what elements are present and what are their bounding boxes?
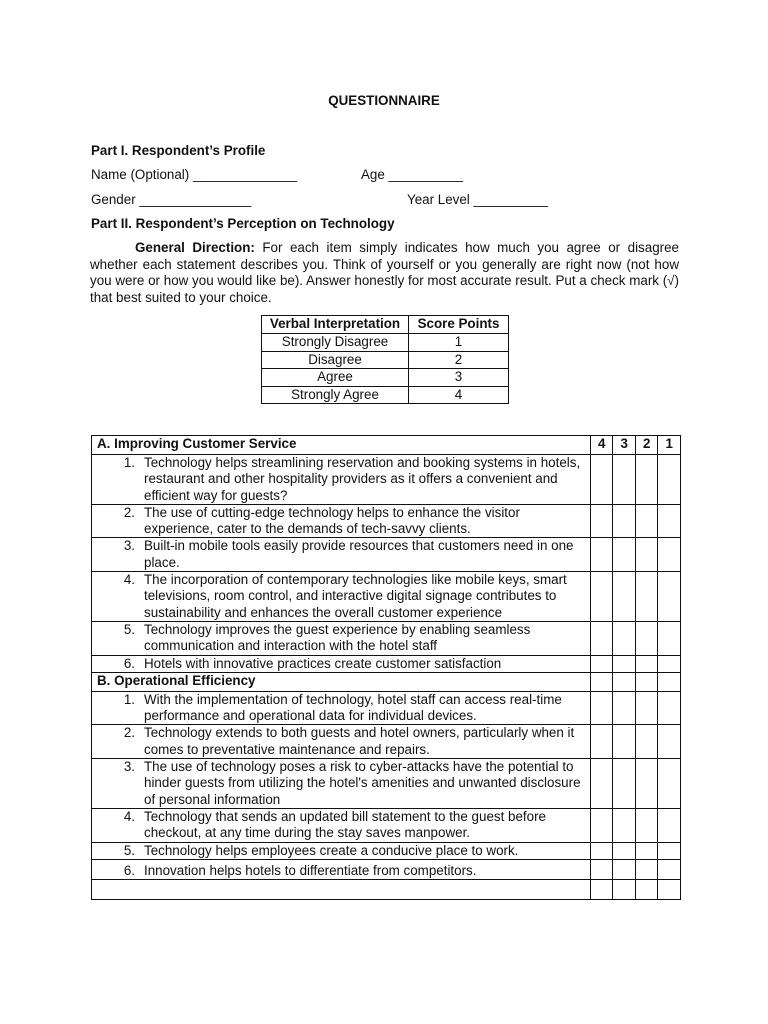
rate-4-cell[interactable] <box>591 691 613 725</box>
score-scale-table <box>261 315 509 404</box>
question-number: 5. <box>123 842 135 858</box>
name-field[interactable]: Name (Optional) ______________ <box>91 167 298 182</box>
question-number: 2. <box>123 725 135 741</box>
blank-cell[interactable] <box>635 880 657 900</box>
section-title: A. Improving Customer Service <box>92 436 591 455</box>
question-text: Technology improves the guest experience by enabling seamless communication and interaction with the hotel staff <box>144 621 531 654</box>
verbal-interpretation-cell: Agree <box>262 369 409 387</box>
question-cell <box>92 808 591 842</box>
rate-4-cell[interactable] <box>591 504 613 538</box>
rate-3-cell[interactable] <box>613 655 635 672</box>
question-text: Technology helps streamlining reservation and booking systems in hotels, restaurant and other hospitality providers as it offers a convenient and efficient way for guests? <box>144 455 581 503</box>
rate-3-cell[interactable] <box>613 455 635 505</box>
question-cell <box>92 725 591 759</box>
blank-cell <box>92 880 591 900</box>
question-number: 4. <box>123 572 135 588</box>
question-text: The use of cutting-edge technology helps to enhance the visitor experience, cater to the demands of tech-savvy clients. <box>144 504 520 537</box>
question-number: 2. <box>123 504 135 520</box>
question-number: 6. <box>123 655 135 671</box>
question-cell <box>92 504 591 538</box>
question-number: 3. <box>123 538 135 554</box>
rate-1-cell[interactable] <box>658 655 681 672</box>
question-text: Technology that sends an updated bill statement to the guest before checkout, at any time during the stay saves manpower. <box>144 808 546 841</box>
question-row <box>92 759 681 809</box>
section-title: B. Operational Efficiency <box>92 672 591 691</box>
question-cell <box>92 621 591 655</box>
question-row <box>92 842 681 859</box>
rating-table <box>91 435 681 900</box>
question-cell <box>92 691 591 725</box>
rate-4-cell[interactable] <box>591 859 613 879</box>
rate-3-cell[interactable] <box>613 859 635 879</box>
rate-1-cell[interactable] <box>658 691 681 725</box>
rate-2-cell[interactable] <box>635 621 657 655</box>
rate-3-cell[interactable] <box>613 842 635 859</box>
rating-header-blank <box>613 672 635 691</box>
verbal-interpretation-cell: Disagree <box>262 351 409 369</box>
score-point-cell: 3 <box>409 369 509 387</box>
rate-1-cell[interactable] <box>658 572 681 622</box>
question-text: Innovation helps hotels to differentiate from competitors. <box>144 862 477 878</box>
question-cell <box>92 859 591 879</box>
general-direction <box>90 240 679 306</box>
question-text: Built-in mobile tools easily provide resources that customers need in one place. <box>144 538 574 570</box>
question-text: Technology extends to both guests and hotel owners, particularly when it comes to preventative maintenance and repairs. <box>144 725 575 757</box>
question-text: Technology helps employees create a conducive place to work. <box>144 842 519 858</box>
question-row <box>92 859 681 879</box>
rate-1-cell[interactable] <box>658 842 681 859</box>
question-row <box>92 538 681 572</box>
rate-2-cell[interactable] <box>635 759 657 809</box>
rate-4-cell[interactable] <box>591 538 613 572</box>
question-number: 1. <box>123 455 135 470</box>
rate-4-cell[interactable] <box>591 725 613 759</box>
blank-cell[interactable] <box>613 880 635 900</box>
rate-2-cell[interactable] <box>635 455 657 505</box>
rate-1-cell[interactable] <box>658 538 681 572</box>
section-header-row <box>92 672 681 691</box>
rate-1-cell[interactable] <box>658 621 681 655</box>
direction-text: For each item simply indicates how much you agree or disagree whether each statement describes you. Think of yourself or you generally are right now (not how you were or how you would like be). Answer honestly for most accurate result. Put a check mark (√) that best suited to your choice. <box>90 240 679 305</box>
rating-header-4: 4 <box>591 436 613 455</box>
question-number: 4. <box>123 808 135 824</box>
question-row <box>92 621 681 655</box>
part2-heading: Part II. Respondent’s Perception on Technology <box>91 216 395 231</box>
rating-header-blank <box>658 672 681 691</box>
age-field[interactable]: Age __________ <box>361 167 464 182</box>
gender-field[interactable]: Gender _______________ <box>91 192 252 207</box>
rate-4-cell[interactable] <box>591 621 613 655</box>
rating-header-2: 2 <box>635 436 657 455</box>
rating-header-blank <box>591 672 613 691</box>
rate-4-cell[interactable] <box>591 759 613 809</box>
rate-2-cell[interactable] <box>635 504 657 538</box>
rate-3-cell[interactable] <box>613 572 635 622</box>
question-row <box>92 572 681 622</box>
question-text: With the implementation of technology, hotel staff can access real-time performance and operational data for individual devices. <box>144 691 562 724</box>
direction-label: General Direction: <box>135 240 255 255</box>
question-row <box>92 691 681 725</box>
score-point-cell: 1 <box>409 334 509 352</box>
blank-cell[interactable] <box>591 880 613 900</box>
verbal-interpretation-cell: Strongly Agree <box>262 386 409 404</box>
question-number: 3. <box>123 759 135 775</box>
question-cell <box>92 655 591 672</box>
rate-3-cell[interactable] <box>613 504 635 538</box>
rate-1-cell[interactable] <box>658 455 681 505</box>
rate-2-cell[interactable] <box>635 572 657 622</box>
score-point-cell: 2 <box>409 351 509 369</box>
question-text: Hotels with innovative practices create customer satisfaction <box>144 655 502 671</box>
question-number: 5. <box>123 621 135 637</box>
rate-4-cell[interactable] <box>591 572 613 622</box>
score-table-row <box>262 334 509 352</box>
question-number: 1. <box>123 691 135 707</box>
rate-4-cell[interactable] <box>591 808 613 842</box>
year-level-field[interactable]: Year Level __________ <box>407 192 548 207</box>
question-row <box>92 504 681 538</box>
question-cell <box>92 572 591 622</box>
rate-3-cell[interactable] <box>613 759 635 809</box>
question-cell <box>92 455 591 505</box>
question-text: The use of technology poses a risk to cyber-attacks have the potential to hinder guests from utilizing the hotel's amenities and unwanted disclosure of personal information <box>144 759 581 807</box>
rate-1-cell[interactable] <box>658 725 681 759</box>
rate-3-cell[interactable] <box>613 808 635 842</box>
header-score-points: Score Points <box>409 316 509 334</box>
rate-4-cell[interactable] <box>591 842 613 859</box>
rate-2-cell[interactable] <box>635 538 657 572</box>
rating-header-3: 3 <box>613 436 635 455</box>
rate-1-cell[interactable] <box>658 759 681 809</box>
rate-2-cell[interactable] <box>635 691 657 725</box>
rate-3-cell[interactable] <box>613 691 635 725</box>
blank-cell[interactable] <box>658 880 681 900</box>
rate-2-cell[interactable] <box>635 655 657 672</box>
question-number: 6. <box>123 862 135 878</box>
score-table-header <box>262 316 509 334</box>
question-text: The incorporation of contemporary technologies like mobile keys, smart televisions, room control, and interactive digital signage contributes to sustainability and enhances the overall customer experience <box>144 572 567 620</box>
rate-1-cell[interactable] <box>658 808 681 842</box>
question-row <box>92 455 681 505</box>
score-table-row <box>262 351 509 369</box>
score-table-row <box>262 369 509 387</box>
score-point-cell: 4 <box>409 386 509 404</box>
rating-header-1: 1 <box>658 436 681 455</box>
rate-3-cell[interactable] <box>613 725 635 759</box>
rate-2-cell[interactable] <box>635 842 657 859</box>
part1-heading: Part I. Respondent’s Profile <box>91 143 266 158</box>
rate-2-cell[interactable] <box>635 859 657 879</box>
rate-4-cell[interactable] <box>591 655 613 672</box>
section-header-row <box>92 436 681 455</box>
question-row <box>92 655 681 672</box>
header-verbal-interpretation: Verbal Interpretation <box>262 316 409 334</box>
question-row <box>92 725 681 759</box>
rate-3-cell[interactable] <box>613 538 635 572</box>
rate-2-cell[interactable] <box>635 808 657 842</box>
rate-4-cell[interactable] <box>591 455 613 505</box>
rate-3-cell[interactable] <box>613 621 635 655</box>
blank-row <box>92 880 681 900</box>
rate-1-cell[interactable] <box>658 504 681 538</box>
question-cell <box>92 842 591 859</box>
document-title: QUESTIONNAIRE <box>328 93 440 108</box>
rating-header-blank <box>635 672 657 691</box>
verbal-interpretation-cell: Strongly Disagree <box>262 334 409 352</box>
question-cell <box>92 759 591 809</box>
question-cell <box>92 538 591 572</box>
question-row <box>92 808 681 842</box>
score-table-row <box>262 386 509 404</box>
rate-1-cell[interactable] <box>658 859 681 879</box>
rate-2-cell[interactable] <box>635 725 657 759</box>
